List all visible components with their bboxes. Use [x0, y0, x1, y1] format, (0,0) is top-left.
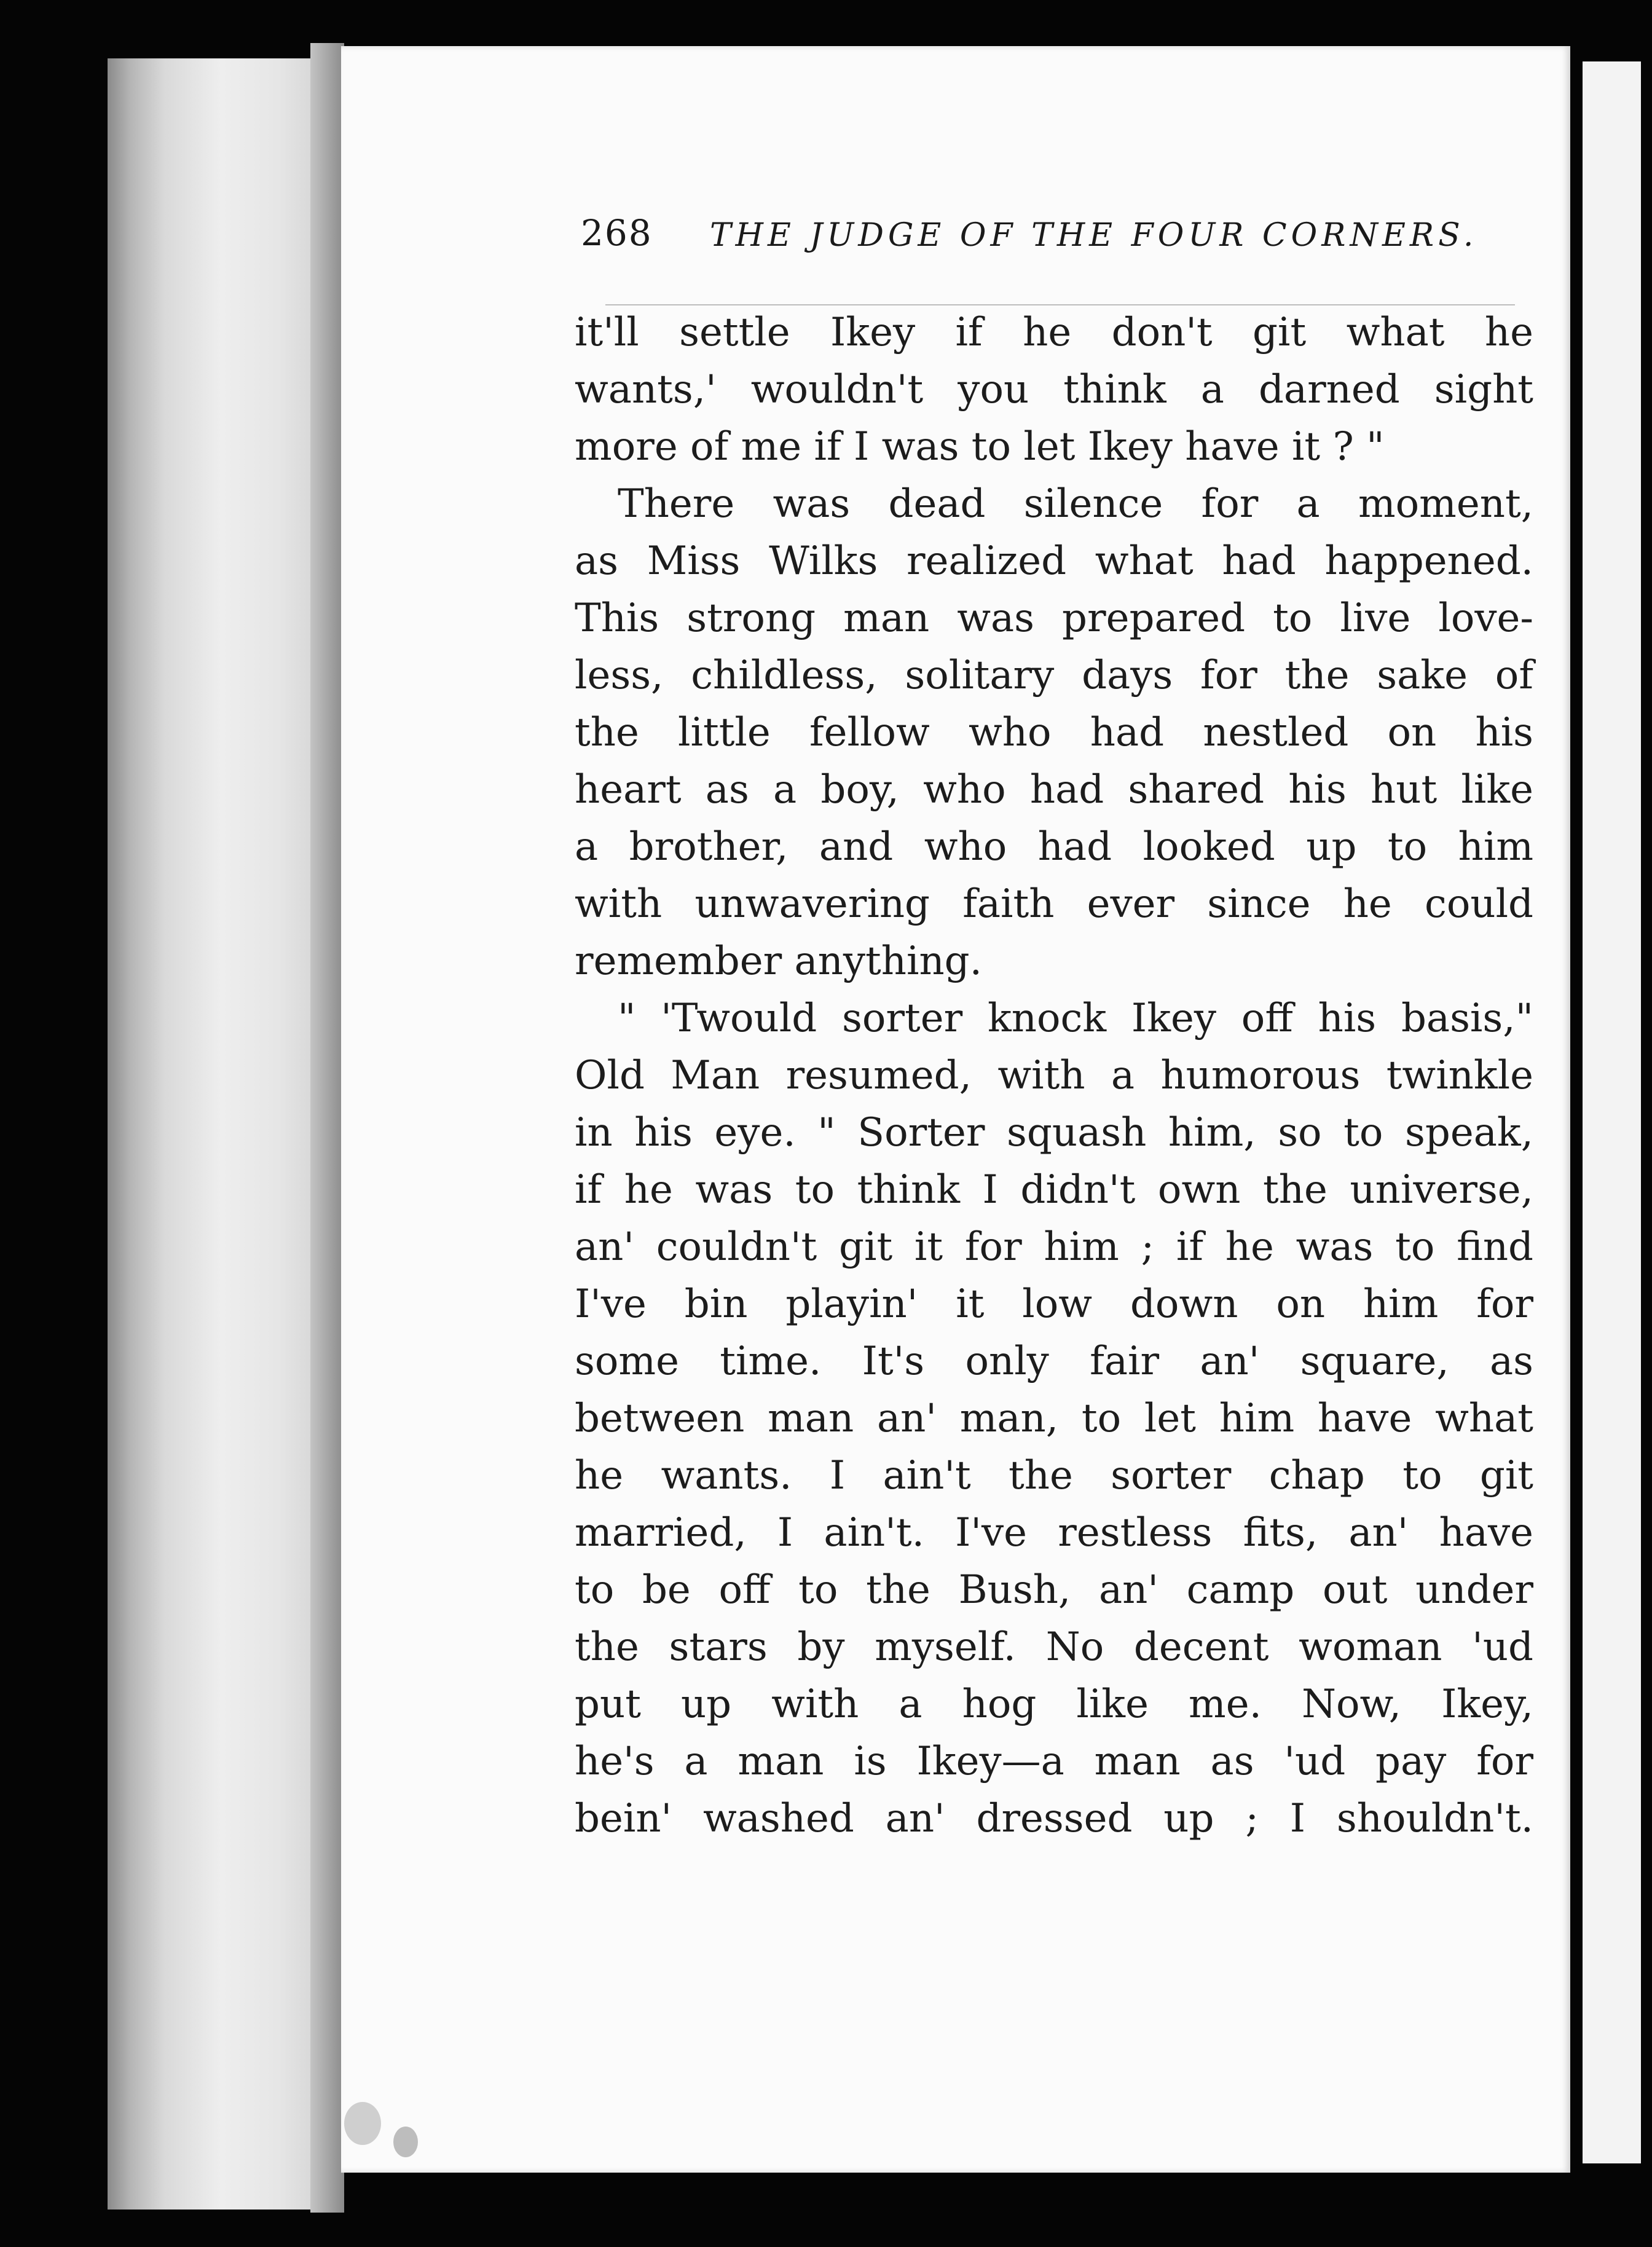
text-line: married, I ain't. I've restless fits, an' have: [575, 1510, 1533, 1556]
text-line: he's a man is Ikey—a man as 'ud pay for: [575, 1739, 1533, 1784]
page-header: [581, 212, 1509, 267]
text-line: the stars by myself. No decent woman 'ud: [575, 1624, 1533, 1670]
text-line: heart as a boy, who had shared his hut like: [575, 767, 1533, 813]
text-line: as Miss Wilks realized what had happened.: [575, 538, 1533, 584]
dust-speck: [344, 2102, 381, 2145]
text-line: an' couldn't git it for him ; if he was to find: [575, 1224, 1533, 1270]
text-line: put up with a hog like me. Now, Ikey,: [575, 1682, 1533, 1727]
text-line: to be off to the Bush, an' camp out under: [575, 1567, 1533, 1613]
text-line: bein' washed an' dressed up ; I shouldn't.: [575, 1796, 1533, 1841]
text-line: wants,' wouldn't you think a darned sight: [575, 367, 1533, 412]
facing-page-edge: [1583, 61, 1641, 2163]
text-line: a brother, and who had looked up to him: [575, 824, 1533, 870]
text-line: less, childless, solitary days for the sake of: [575, 653, 1533, 698]
page-body: [575, 304, 1533, 1848]
book-page: [341, 46, 1570, 2173]
text-line: " 'Twould sorter knock Ikey off his basis,": [618, 996, 1533, 1041]
text-line: he wants. I ain't the sorter chap to git: [575, 1453, 1533, 1498]
text-line: remember anything.: [575, 939, 982, 984]
text-line: Old Man resumed, with a humorous twinkle: [575, 1053, 1533, 1098]
text-line: it'll settle Ikey if he don't git what he: [575, 310, 1533, 355]
text-line: I've bin playin' it low down on him for: [575, 1281, 1533, 1327]
text-line: the little fellow who had nestled on his: [575, 710, 1533, 755]
text-line: This strong man was prepared to live love-: [575, 596, 1533, 641]
text-line: There was dead silence for a moment,: [618, 481, 1533, 527]
text-line: some time. It's only fair an' square, as: [575, 1339, 1533, 1384]
text-line: more of me if I was to let Ikey have it ? ": [575, 424, 1385, 470]
dust-speck: [393, 2127, 418, 2157]
text-line: between man an' man, to let him have what: [575, 1396, 1533, 1441]
page-gutter-shadow: [310, 43, 344, 2213]
text-line: if he was to think I didn't own the universe,: [575, 1167, 1533, 1213]
text-line: in his eye. " Sorter squash him, so to speak,: [575, 1110, 1533, 1155]
text-line: with unwavering faith ever since he could: [575, 881, 1533, 927]
page-number: 268: [581, 212, 653, 254]
page-block-edge: [108, 58, 335, 2210]
running-head: THE JUDGE OF THE FOUR CORNERS.: [710, 217, 1478, 254]
